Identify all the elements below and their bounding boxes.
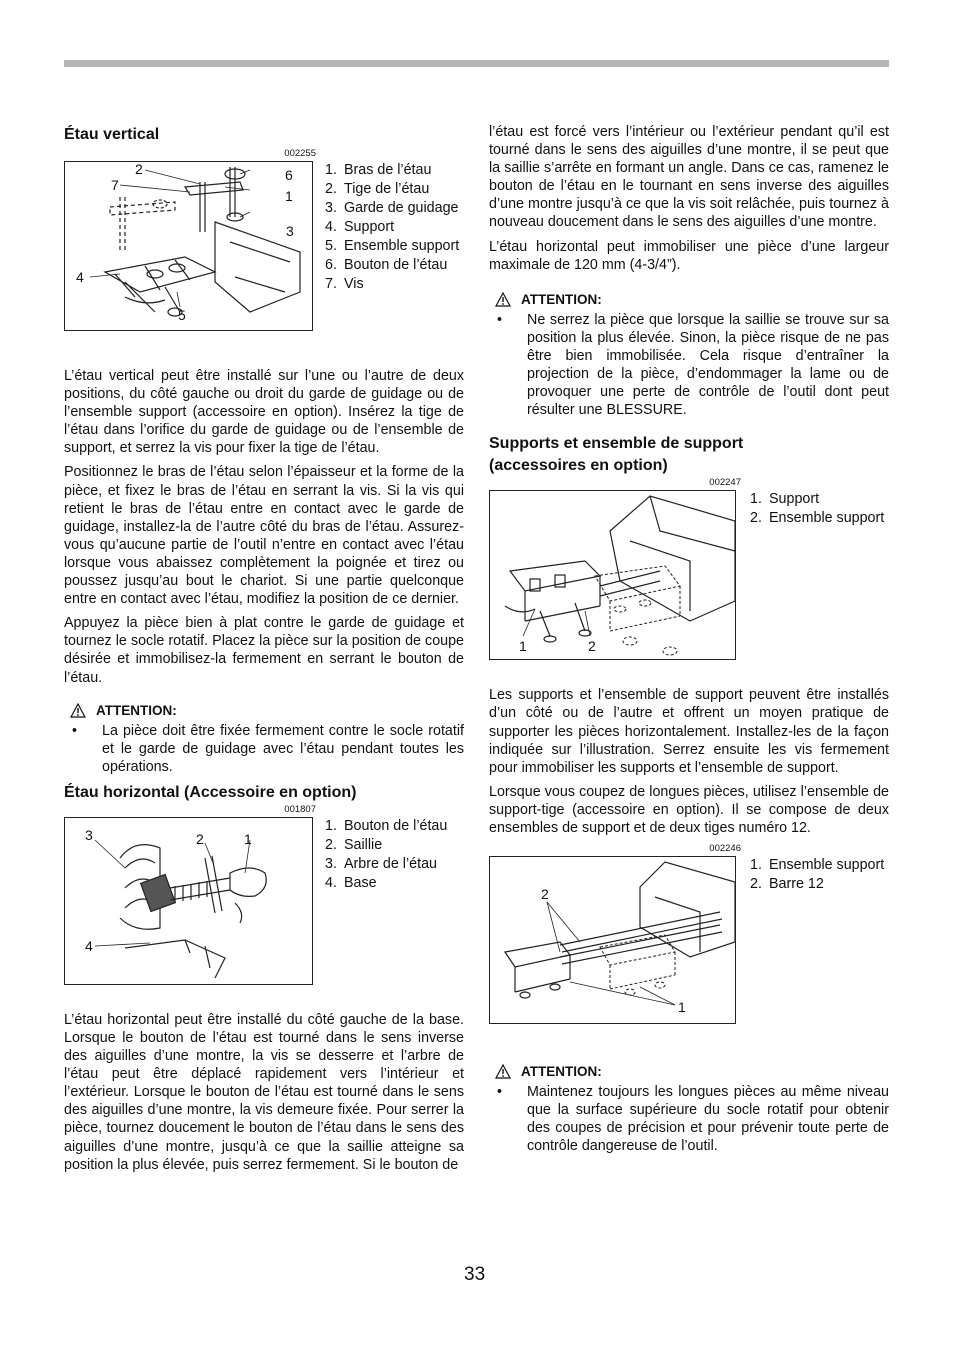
warning-triangle-icon: [70, 703, 86, 718]
legend-item: 2. Tige de l’étau: [325, 181, 430, 197]
attention-bullets: [489, 311, 889, 420]
callout-3: 3: [286, 223, 294, 239]
supports-illustration: [490, 491, 735, 659]
rod-figure-row: [489, 856, 889, 1024]
rod-figure: [489, 856, 736, 1024]
horizontal-vise-figure: [64, 817, 313, 985]
vertical-paragraph-1: L’étau vertical peut être installé sur l’une ou l’autre de deux positions, du côté gauche ou droit du garde de guidage ou de l’ensemble support (accessoire en option). Insérez la tige de l’étau dans l’orifice du garde de guidage ou de l’ensemble de support, et serrez la vis pour fixer la tige de l’étau.: [64, 368, 464, 457]
vertical-vise-illustration: [65, 162, 312, 330]
attention-bullet: • La pièce doit être fixée fermement contre le socle rotatif et le garde de guidage avec l’étau pendant toutes les opérations.: [72, 722, 464, 775]
callout-5: 5: [178, 307, 186, 323]
legend-item: 1. Bouton de l’étau: [325, 817, 448, 834]
legend-item: 3. Garde de guidage: [325, 200, 459, 216]
warning-triangle-icon: [495, 292, 511, 307]
legend-item: 1. Support: [750, 491, 820, 508]
callout-1: 1: [285, 188, 293, 204]
vertical-paragraph-3: Appuyez la pièce bien à plat contre le garde de guidage et tournez le socle rotatif. Placez la pièce sur la position de coupe désirée et immobilisez-la fermement en serrant le bouton de l’étau.: [64, 615, 464, 686]
legend-item: 6. Bouton de l’étau: [325, 257, 448, 273]
supports-paragraph-1: Les supports et l’ensemble de support peuvent être installés d’un côté ou de l’autre et offrent un moyen pratique de supporter les pièces horizontalement. Installez-les de la façon indiquée sur l’illustration. Serrez ensuite les vis fermement pour immobiliser les supports et l’ensemble de support.: [489, 687, 889, 776]
horizontal-legend: [325, 817, 464, 893]
top-rule: [64, 60, 889, 67]
attention-label: ATTENTION:: [521, 291, 602, 307]
legend-item: 7. Vis: [325, 276, 364, 292]
callout-2: 2: [196, 830, 204, 847]
supports-figure-row: [489, 490, 889, 660]
horizontal-figure-row: [64, 817, 464, 985]
callout-4: 4: [76, 269, 84, 285]
supports-heading-line1: Supports et ensemble de support: [489, 435, 744, 453]
attention-bullets: [489, 1083, 889, 1155]
legend-item: 1. Bras de l’étau: [325, 162, 432, 178]
rod-illustration: [490, 857, 735, 1023]
callout-6: 6: [285, 167, 293, 183]
vertical-figure-code: 002255: [284, 148, 316, 159]
rod-figure-code: 002246: [709, 843, 741, 855]
legend-item: 2. Barre 12: [750, 876, 824, 893]
horizontal-figure-code: 001807: [284, 803, 316, 815]
vertical-paragraph-2: Positionnez le bras de l’étau selon l’épaisseur et la forme de la pièce, et fixez le bras de l’étau en serrant la vis. Si la vis qui retient le bras de l’étau entre en contact avec le garde de guidage, installez-la de l’autre côté du bras de l’étau. Assurez-vous qu’aucune partie de l’outil n’entre en contact avec l’étau lorsque vous abaissez complètement la poignée et tirez ou poussez jusqu’au bout le chariot. Si une partie quelconque entre en contact avec l’étau, modifiez la position de ce dernier.: [64, 464, 464, 608]
attention-heading: [489, 1064, 889, 1079]
legend-item: 1. Ensemble support: [750, 857, 885, 874]
horizontal-vise-illustration: [65, 818, 312, 984]
rod-legend: [750, 856, 889, 894]
supports-figure: [489, 490, 736, 660]
vertical-vise-heading: Étau vertical: [64, 126, 160, 143]
attention-heading: [64, 703, 464, 718]
horizontal-paragraph: L’étau horizontal peut être installé du côté gauche de la base. Lorsque le bouton de l’étau est tourné dans le sens inverse des aiguilles d’une montre, la vis se desserre et l’arbre de l’étau peut être déplacé rapidement vers l’intérieur et l’extérieur. Lorsque le bouton de l’étau est tourné dans le sens des aiguilles d’une montre, la vis demeure fixée. Pour serrer la pièce, tournez doucement le bouton de l’étau dans le sens des aiguilles d’une montre, jusqu’à ce que la saillie atteigne sa position la plus élevée, puis serrez fermement. Si le bouton de: [64, 1011, 464, 1173]
legend-item: 2. Ensemble support: [750, 510, 885, 527]
callout-2: 2: [541, 886, 549, 903]
callout-1: 1: [244, 830, 252, 847]
legend-item: 4. Support: [325, 219, 395, 235]
horizontal-vise-heading: Étau horizontal (Accessoire en option): [64, 783, 357, 801]
vertical-legend: [325, 161, 464, 294]
attention-label: ATTENTION:: [96, 702, 177, 718]
callout-1: 1: [519, 638, 527, 655]
legend-item: 3. Arbre de l’étau: [325, 855, 437, 872]
attention-label: ATTENTION:: [521, 1064, 602, 1080]
warning-triangle-icon: [495, 1064, 511, 1079]
legend-item: 5. Ensemble support: [325, 238, 460, 254]
callout-2: 2: [588, 638, 596, 655]
continuation-paragraph: l’étau est forcé vers l’intérieur ou l’extérieur pendant qu’il est tourné dans le sens des aiguilles d’une montre, il se peut que la saillie s’arrête en formant un angle. Dans ce cas, ramenez le bouton de l’étau en le tournant en sens inverse des aiguilles d’une montre jusqu’à ce que la vis soit relâchée, puis tournez à nouveau doucement dans le sens des aiguilles d’une montre.: [489, 124, 889, 231]
width-note-paragraph: L’étau horizontal peut immobiliser une pièce d’une largeur maximale de 120 mm (4-3/4”).: [489, 238, 889, 273]
page-number: 33: [464, 1264, 486, 1285]
callout-7: 7: [111, 177, 119, 193]
attention-bullet: • Ne serrez la pièce que lorsque la saillie se trouve sur sa position la plus élevée. Sinon, la pièce risque de ne pas être bien immobilisée. Cela risque d’entraîner la projection de la pièce, d’endommager la lame ou de provoquer une perte de contrôle de l’outil dont peut résulter une BLESSURE.: [497, 311, 889, 419]
right-column: [489, 123, 889, 1155]
supports-heading-line2: (accessoires en option): [489, 457, 668, 475]
attention-heading: [489, 292, 889, 307]
callout-1: 1: [678, 999, 686, 1016]
supports-figure-code: 002247: [709, 477, 741, 489]
supports-paragraph-2: Lorsque vous coupez de longues pièces, utilisez l’ensemble de support-tige (accessoire en option). Il se compose de deux ensembles de support et de deux tiges numéro 12.: [489, 783, 889, 836]
vertical-vise-figure: [64, 161, 313, 331]
callout-3: 3: [85, 826, 93, 843]
attention-bullet: • Maintenez toujours les longues pièces au même niveau que la surface supérieure du socle rotatif pour obtenir des coupes de précision et pour prévenir toute perte de contrôle dangereuse de l’outil.: [497, 1084, 889, 1155]
supports-heading: [489, 433, 889, 477]
left-column: [64, 118, 464, 1180]
legend-item: 4. Base: [325, 874, 377, 891]
callout-4: 4: [85, 937, 93, 954]
supports-legend: [750, 490, 889, 528]
callout-2: 2: [135, 161, 143, 177]
vertical-figure-row: [64, 161, 464, 331]
attention-bullets: [64, 722, 464, 776]
legend-item: 2. Saillie: [325, 836, 383, 853]
